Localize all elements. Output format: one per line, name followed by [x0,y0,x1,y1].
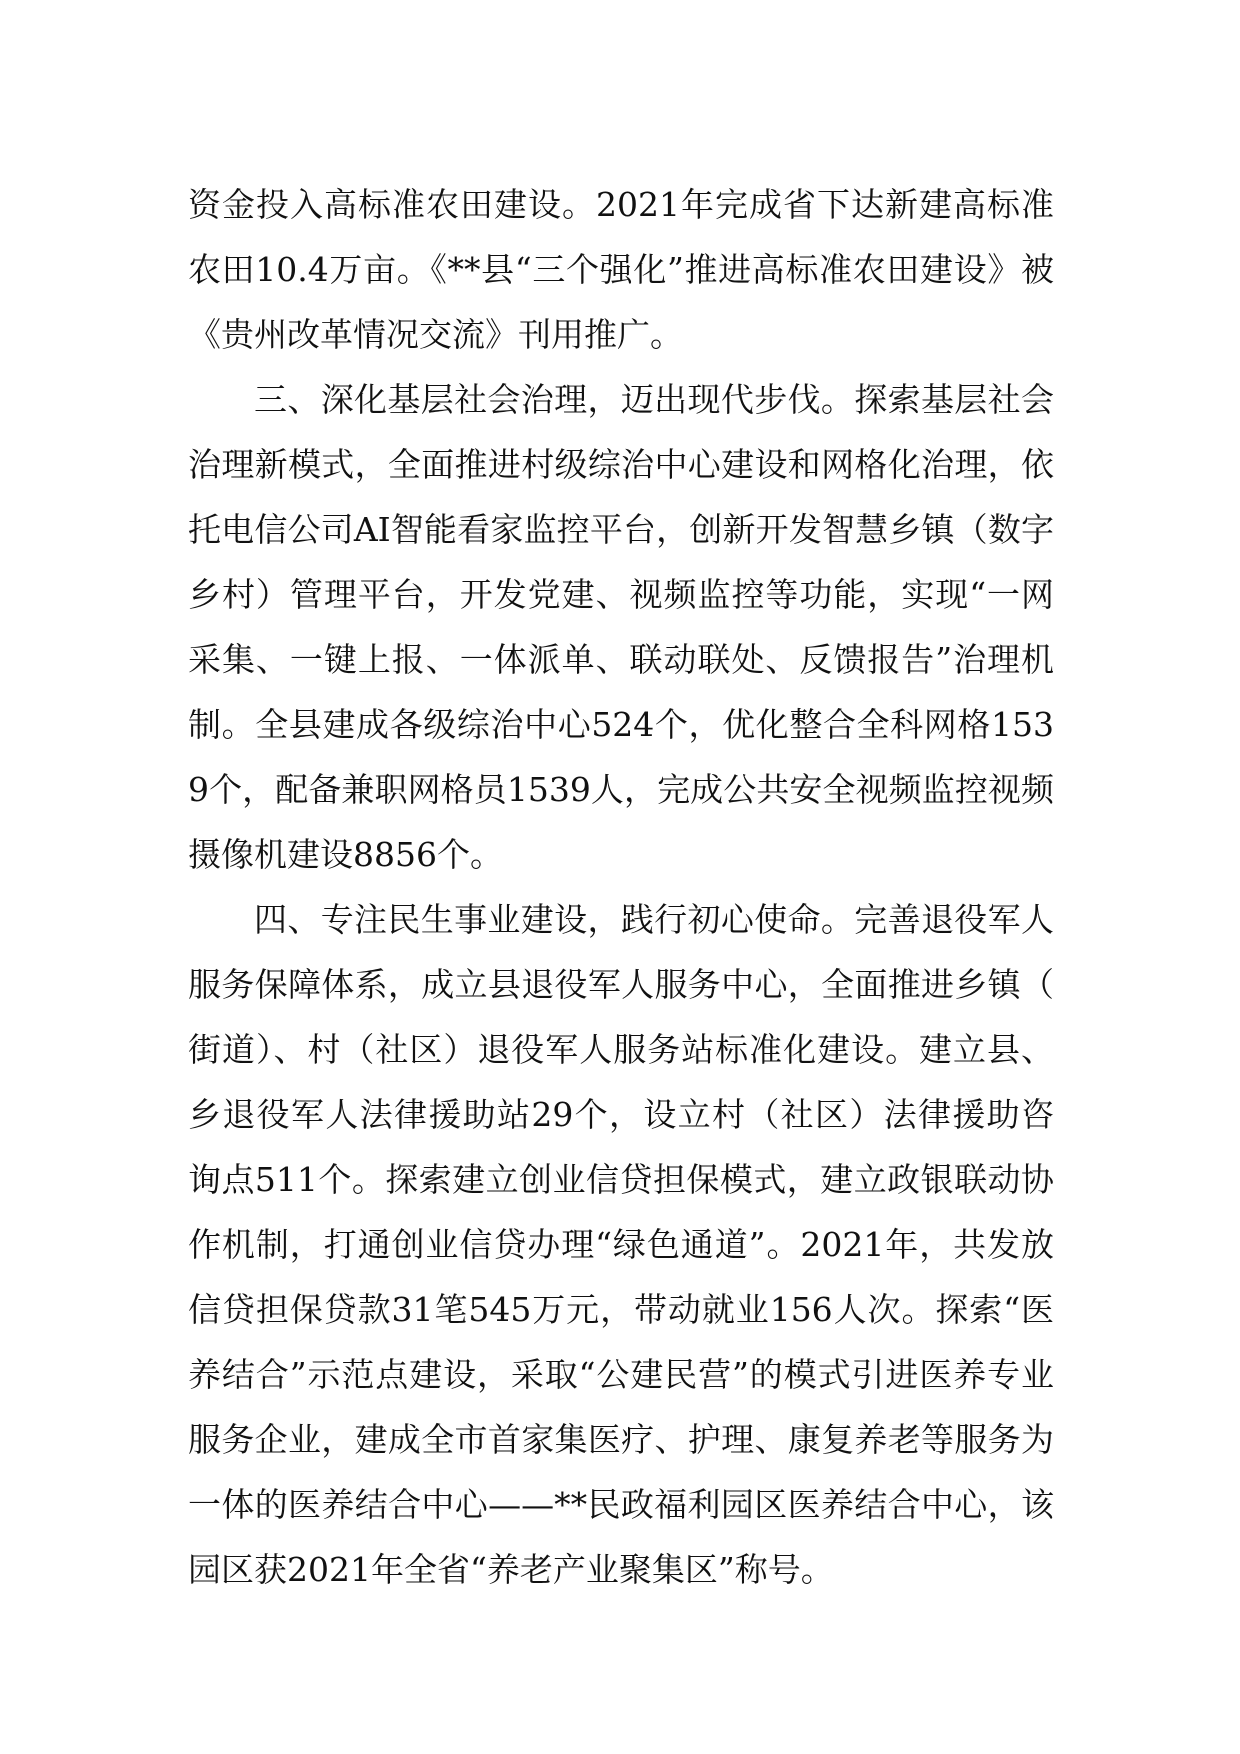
paragraph-livelihood: 四、专注民生事业建设，践行初心使命。完善退役军人服务保障体系，成立县退役军人服务中心，全面推进乡镇（街道）、村（社区）退役军人服务站标准化建设。建立县、乡退役军人法律援助站29个，设立村（社区）法律援助咨询点511个。探索建立创业信贷担保模式，建立政银联动协作机制，打通创业信贷办理“绿色通道”。2021年，共发放信贷担保贷款31笔545万元，带动就业156人次。探索“医养结合”示范点建设，采取“公建民营”的模式引进医养专业服务企业，建成全市首家集医疗、护理、康复养老等服务为一体的医养结合中心——**民政福利园区医养结合中心，该园区获2021年全省“养老产业聚集区”称号。 [188,900,1054,1589]
paragraph-farmland: 资金投入高标准农田建设。2021年完成省下达新建高标准农田10.4万亩。《**县“三个强化”推进高标准农田建设》被《贵州改革情况交流》刊用推广。 [188,185,1054,354]
paragraph-social-governance: 三、深化基层社会治理，迈出现代步伐。探索基层社会治理新模式，全面推进村级综治中心建设和网格化治理，依托电信公司AI智能看家监控平台，创新开发智慧乡镇（数字乡村）管理平台，开发党建、视频监控等功能，实现“一网采集、一键上报、一体派单、联动联处、反馈报告”治理机制。全县建成各级综治中心524个，优化整合全科网格1539个，配备兼职网格员1539人，完成公共安全视频监控视频摄像机建设8856个。 [188,380,1054,874]
document-body [188,172,1054,1602]
